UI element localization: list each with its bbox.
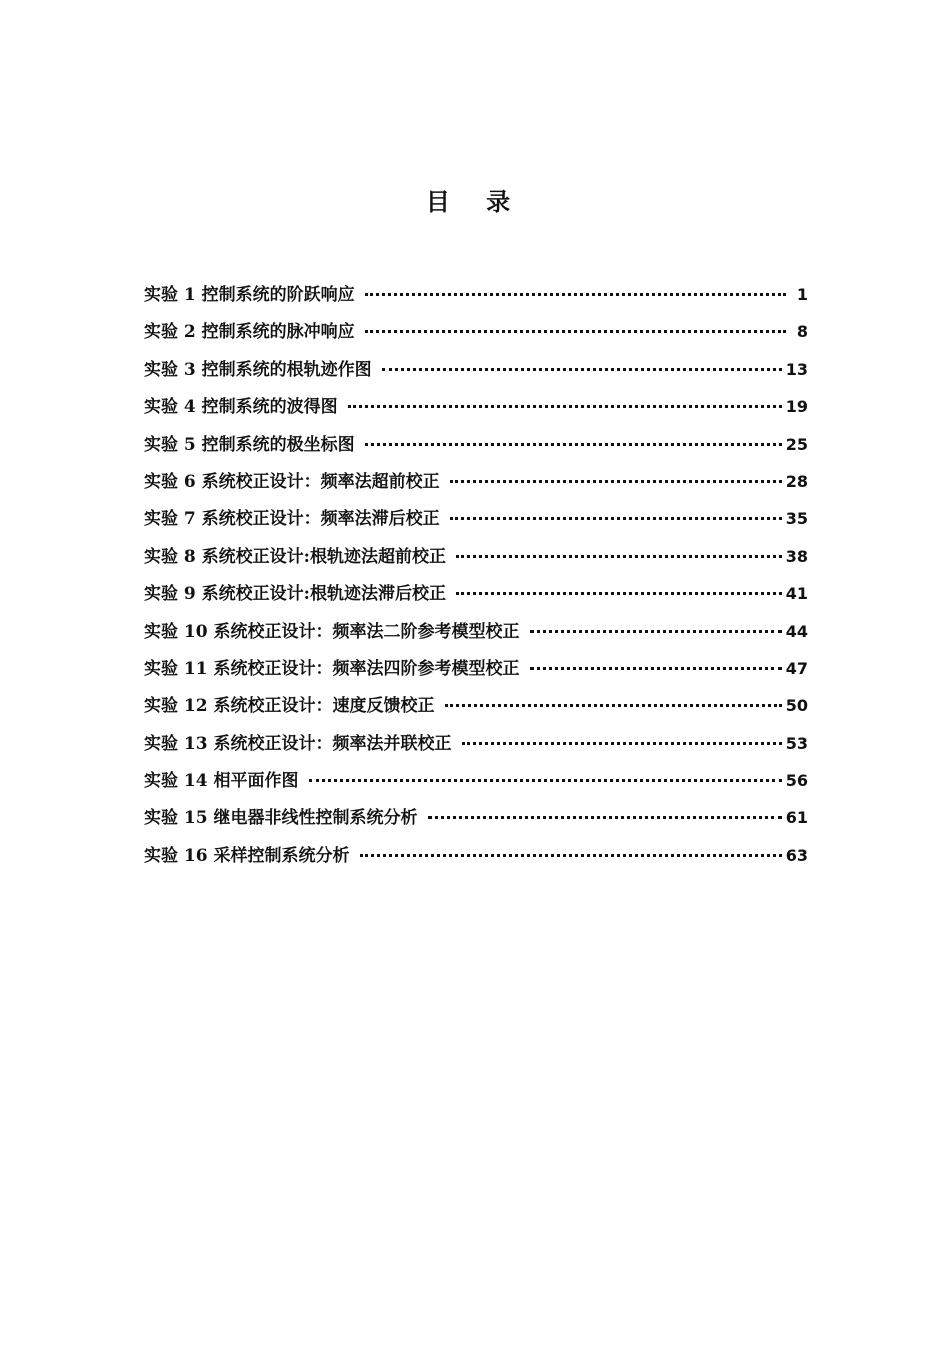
toc-entry[interactable] [144,654,808,691]
table-of-contents [144,280,808,878]
toc-dot-leader [530,630,782,633]
toc-entry-page-number: 1 [796,285,808,304]
toc-entry-page-number: 25 [785,434,808,454]
toc-entry[interactable] [144,691,808,728]
toc-dot-leader [456,555,782,558]
toc-dot-leader [445,704,782,707]
toc-entry-label: 实验 2 控制系统的脉冲响应 [144,322,355,343]
toc-entry-page-number: 44 [785,621,808,641]
toc-dot-leader [348,405,782,408]
toc-entry[interactable] [144,504,808,541]
toc-entry-label: 实验 8 系统校正设计:根轨迹法超前校正 [144,546,446,567]
toc-entry-page-number: 35 [785,509,808,529]
toc-entry-label: 实验 4 控制系统的波得图 [144,397,338,418]
toc-dot-leader [382,368,782,371]
toc-entry[interactable] [144,542,808,579]
toc-entry-label: 实验 11 系统校正设计：频率法四阶参考模型校正 [144,658,520,679]
toc-entry-page-number: 13 [785,359,808,379]
toc-entry-page-number: 8 [796,322,808,342]
toc-dot-leader [450,517,782,520]
toc-dot-leader [456,592,782,595]
toc-entry[interactable] [144,729,808,766]
toc-entry[interactable] [144,803,808,840]
toc-entry-page-number: 28 [785,471,808,491]
toc-entry[interactable] [144,579,808,616]
page-title: 目 录 [425,187,525,216]
toc-entry-label: 实验 7 系统校正设计：频率法滞后校正 [144,509,440,530]
toc-entry[interactable] [144,467,808,504]
toc-entry-label: 实验 13 系统校正设计：频率法并联校正 [144,733,452,754]
toc-entry-page-number: 50 [785,696,808,716]
toc-entry[interactable] [144,766,808,803]
toc-entry-label: 实验 10 系统校正设计：频率法二阶参考模型校正 [144,621,520,642]
toc-dot-leader [309,779,782,782]
toc-entry-label: 实验 12 系统校正设计：速度反馈校正 [144,696,435,717]
toc-entry[interactable] [144,392,808,429]
toc-entry-label: 实验 9 系统校正设计:根轨迹法滞后校正 [144,584,446,605]
toc-dot-leader [360,854,782,857]
toc-entry-page-number: 61 [785,808,808,828]
toc-entry-label: 实验 1 控制系统的阶跃响应 [144,285,355,305]
toc-entry[interactable] [144,355,808,392]
toc-entry[interactable] [144,430,808,467]
toc-entry-page-number: 38 [785,546,808,566]
toc-dot-leader [365,443,782,446]
toc-dot-leader [365,293,786,296]
toc-entry-label: 实验 6 系统校正设计：频率法超前校正 [144,471,440,492]
toc-entry-label: 实验 3 控制系统的根轨迹作图 [144,359,372,380]
toc-entry-label: 实验 16 采样控制系统分析 [144,845,350,866]
toc-entry-page-number: 19 [785,397,808,417]
toc-entry-page-number: 47 [785,658,808,678]
toc-entry-label: 实验 14 相平面作图 [144,771,299,792]
toc-entry-page-number: 56 [785,771,808,791]
toc-entry-page-number: 53 [785,733,808,753]
toc-entry[interactable] [144,617,808,654]
toc-entry[interactable] [144,841,808,878]
toc-entry-label: 实验 15 继电器非线性控制系统分析 [144,808,418,829]
toc-dot-leader [428,816,782,819]
toc-entry-page-number: 41 [785,584,808,604]
toc-entry-label: 实验 5 控制系统的极坐标图 [144,434,355,455]
toc-dot-leader [462,742,782,745]
toc-entry-page-number: 63 [785,845,808,865]
toc-dot-leader [530,667,782,670]
toc-entry[interactable] [144,317,808,354]
toc-dot-leader [450,480,782,483]
toc-entry[interactable] [144,280,808,317]
toc-dot-leader [365,330,786,333]
